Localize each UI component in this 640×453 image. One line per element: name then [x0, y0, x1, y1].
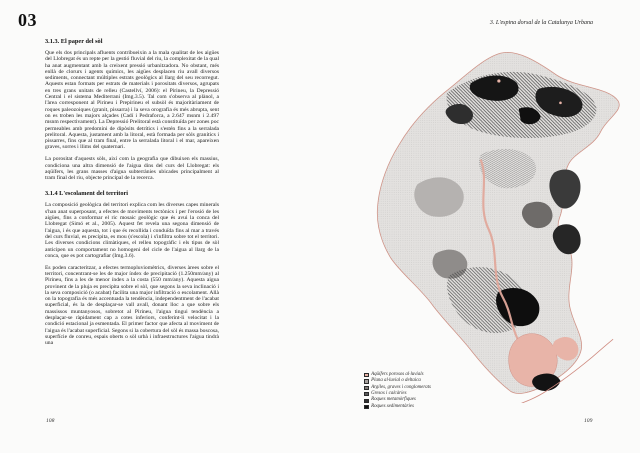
legend-swatch	[364, 399, 369, 403]
legend-swatch	[364, 379, 369, 383]
legend-label: Aqüífers porosos al·luvials	[371, 371, 424, 377]
legend-label: Argiles, graves i conglomerats	[371, 384, 431, 390]
legend-swatch	[364, 386, 369, 390]
body-paragraph: Es poden caracteritzar, a efectes termopluviomètrics, diverses àrees sobre el territori, concentrant-se les de major índex de precipitació (1.250mm/any) al Pirineu, fins a les de menor índex a la costa (550 mm/any). Aquesta aigua provinent de la pluja es precipita sobre el sòl, que segons la seva inclinació i la seva composició (o acabat) facilita una major infiltració o escolament. Allà on la topografia és més accentuada la tendència, independentment de l'acabat superficial, és la de desplaçar-se vall avall, donant lloc a que sobre els massissos muntanyosos, sobretot al Pirineu, l'aigua tingui tendència a desplaçar-se ràpidament cap a cotes inferiors, conferint-li velocitat i la condició estacional ja esmentada. El primer factor que afecta al moviment de l'aigua és l'acabat superficial. Segons si la cobertura del sòl és massa boscosa, superfície de conreu, espais oberts o sòl urbà i infraestructures l'aigua tindrà una	[45, 264, 219, 347]
page-number-right: 109	[584, 418, 593, 424]
legend-label: Gresos i calcàries	[371, 390, 407, 396]
body-text-column	[45, 38, 219, 352]
body-paragraph: La porositat d'aquests sòls, així com la geografia que dibuixen els massius, condiciona una altra dimensió de l'aigua dins del curs del Llobregat: els aqüífers, les grans masses d'aigua subterrànies ubicades principalment al tram final del riu, objecte principal de la recerca.	[45, 156, 219, 182]
chapter-number: 03	[18, 10, 37, 30]
legend-swatch	[364, 373, 369, 377]
legend-label: Plana al·luvial o deltaica	[371, 378, 421, 384]
page-number-left: 108	[46, 418, 55, 424]
section-heading: 3.1.4 L'escolament del territori	[45, 190, 129, 198]
legend-label: Roques sedimentàries	[371, 403, 414, 409]
geological-map	[332, 45, 630, 403]
body-paragraph: Que els dos principals afluents contribueixin a la mala qualitat de les aigües del Llobregat és un repte per la gestió fluvial del riu, la complexitat de la qual ha anat augmentant amb la creixent pressió urbanitzadora. No obstant, més enllà de clorurs i agents químics, les aigües desplacen riu avall diversos sediments, connectant múltiples estrats geològics al llarg del seu recorregut. Aquests estan formats per estrats de materials i porositats diversos, agrupats en tres grans unitats de relleu (Castellví, 2006): el Pirineu, la Depressió Central i el sistema Mediterrani (Img.3.5). Tal com s'observa al plànol, a l'àrea corresponent al Pirineu i Prepirineu el subsòl és majoritàriament de roques paleozoiques (granit, pissarra) i la seva orografia és més abrupta, sent on es troben les majors alçades (Cadí i Pedraforca, a 2.647 msnm i 2.497 msnm respectivament). La Depressió Prelitoral està constituïda per zones poc permeables amb predomini de dipòsits detrítics i s'estén fins a la serralada prelitoral. Aquesta, justament amb la litoral, està formada per sòls granítics i pissarres, fins que al tram final, entre la serralada litoral i el mar, apareixen graves, sorres i llims del quaternari.	[45, 50, 219, 151]
legend-swatch	[364, 392, 369, 396]
legend-label: Roques metamòrfiques	[371, 397, 416, 403]
section-heading: 3.1.3. El paper del sòl	[45, 38, 103, 45]
running-head: 3. L'espina dorsal de la Catalunya Urbana	[489, 20, 593, 26]
map-legend	[364, 372, 431, 410]
legend-swatch	[364, 405, 369, 409]
legend-item	[364, 404, 431, 410]
body-paragraph: La composició geològica del territori explica com les diverses capes minerals s'han anat superposant, a efectes de moviments tectònics i per l'erosió de les aigües, fins a conformar el ric mosaic geològic que és avui la conca del Llobregat (Simó et al., 2005). Aquest fet revela una segona dimensió de l'aigua, i és que aquesta, tot i que és recollida i conduïda fins al mar a través del curs fluvial, es precipita, es mou (s'escola) i s'infiltra sobre tot el territori. Les diverses condicions climàtiques, el relleu topogràfic i els tipus de sòl anticipen un comportament no homogeni del cicle de l'aigua al llarg de la conca, que es pot cartografiar (Img.3.6).	[45, 202, 219, 259]
